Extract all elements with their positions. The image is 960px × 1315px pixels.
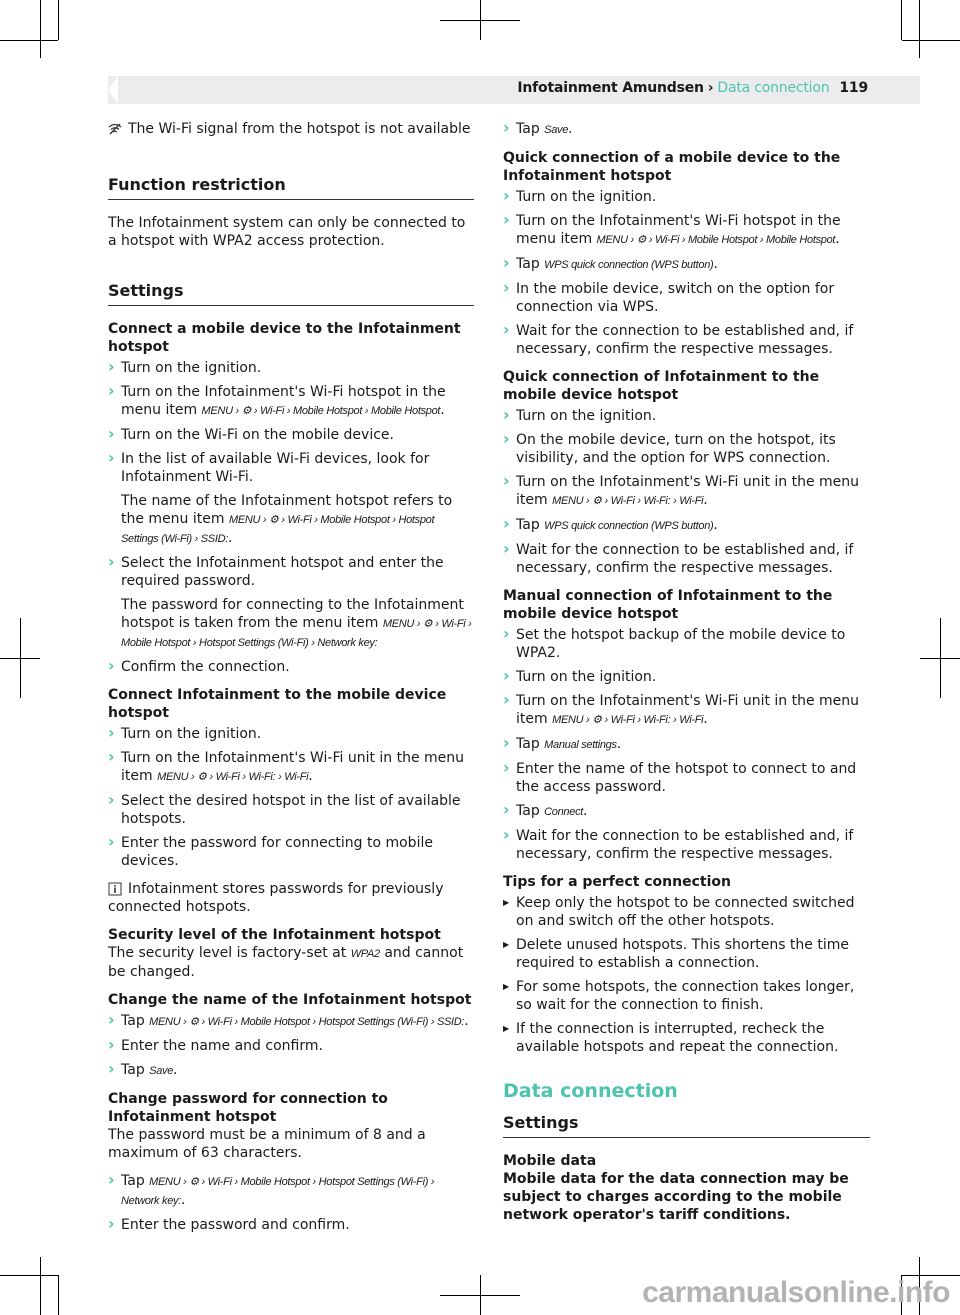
security-text: The security level is factory-set at WPA2 and cannot be changed. <box>108 945 464 980</box>
menu-path: MENU › ⚙ › Wi-Fi › Mobile Hotspot › Hotspot Settings (Wi-Fi) › SSID: <box>149 1016 465 1028</box>
subheading-manual: Manual connection of Infotainment to the mobile device hotspot <box>503 588 833 622</box>
tip-item: ▶ Delete unused hotspots. This shortens the time required to establish a connection. <box>503 936 870 972</box>
heading-function-restriction: Function restriction <box>108 176 474 200</box>
tip-item: ▶ For some hotspots, the connection takes longer, so wait for the connection to finish. <box>503 978 870 1014</box>
step: › Tap WPS quick connection (WPS button). <box>503 516 870 535</box>
step: › Turn on the Infotainment's Wi-Fi hotspot in the menu item MENU › ⚙ › Wi-Fi › Mobile Hotspot › Mobile Hotspot. <box>108 383 474 420</box>
info-icon <box>108 882 122 896</box>
menu-path: MENU › ⚙ › Wi-Fi › Mobile Hotspot › Hotspot Settings (Wi-Fi) › Network key: <box>121 1176 435 1207</box>
step-detail: The name of the Infotainment hotspot refers to the menu item MENU › ⚙ › Wi-Fi › Mobile Hotspot › Hotspot Settings (Wi-Fi) › SSID:. <box>121 493 453 546</box>
subheading-connect-infotainment: Connect Infotainment to the mobile device hotspot <box>108 687 447 721</box>
menu-value: Connect <box>544 806 584 818</box>
step: › Enter the name of the hotspot to connect to and the access password. <box>503 760 870 796</box>
security-value: WPA2 <box>350 948 380 960</box>
step: › Tap Manual settings. <box>503 735 870 754</box>
step: › In the list of available Wi-Fi devices, look for Infotainment Wi-Fi. <box>108 450 474 486</box>
password-text: The password must be a minimum of 8 and a maximum of 63 characters. <box>108 1127 426 1161</box>
page-header <box>517 80 868 96</box>
subheading-security: Security level of the Infotainment hotspot <box>108 927 441 943</box>
step: › On the mobile device, turn on the hotspot, its visibility, and the option for WPS connection. <box>503 431 870 467</box>
subheading-connect-mobile: Connect a mobile device to the Infotainment hotspot <box>108 321 461 355</box>
menu-value: Manual settings <box>544 739 617 751</box>
subheading-tips: Tips for a perfect connection <box>503 874 731 890</box>
step: › Select the Infotainment hotspot and enter the required password. <box>108 554 474 590</box>
menu-value: Save <box>149 1065 174 1077</box>
menu-value: WPS quick connection (WPS button) <box>544 259 714 271</box>
menu-path: MENU › ⚙ › Wi-Fi › Wi-Fi: › Wi-Fi <box>552 495 704 507</box>
subheading-change-password: Change password for connection to Infotainment hotspot <box>108 1091 388 1125</box>
menu-path: MENU › ⚙ › Wi-Fi › Mobile Hotspot › Hotspot Settings (Wi-Fi) › Network key: <box>121 618 472 649</box>
tip-item: ▶ Keep only the hotspot to be connected switched on and switch off the other hotspots. <box>503 894 870 930</box>
menu-path: MENU › ⚙ › Wi-Fi › Wi-Fi: › Wi-Fi <box>157 771 309 783</box>
menu-path: MENU › ⚙ › Wi-Fi › Wi-Fi: › Wi-Fi <box>552 714 704 726</box>
step: › Tap MENU › ⚙ › Wi-Fi › Mobile Hotspot › Hotspot Settings (Wi-Fi) › Network key:. <box>108 1172 474 1210</box>
mobile-data-text: Mobile data for the data connection may be subject to charges according to the mobile network operator's tariff conditions. <box>503 1171 849 1223</box>
heading-data-connection: Data connection <box>503 1080 678 1102</box>
menu-value: WPS quick connection (WPS button) <box>544 520 714 532</box>
step: › Set the hotspot backup of the mobile device to WPA2. <box>503 626 870 662</box>
step: › Turn on the Infotainment's Wi-Fi hotspot in the menu item MENU › ⚙ › Wi-Fi › Mobile Hotspot › Mobile Hotspot. <box>503 212 870 249</box>
info-note: Infotainment stores passwords for previously connected hotspots. <box>108 881 444 915</box>
chapter-title: Infotainment Amundsen <box>517 80 704 96</box>
heading-settings-right: Settings <box>503 1114 870 1138</box>
subheading-quick-infotainment: Quick connection of Infotainment to the mobile device hotspot <box>503 369 820 403</box>
subheading-mobile-data: Mobile data <box>503 1153 597 1169</box>
right-column <box>503 120 870 1224</box>
step: › Tap MENU › ⚙ › Wi-Fi › Mobile Hotspot › Hotspot Settings (Wi-Fi) › SSID:. <box>108 1012 474 1031</box>
step: › Confirm the connection. <box>108 658 474 676</box>
subheading-quick-mobile: Quick connection of a mobile device to the Infotainment hotspot <box>503 150 841 184</box>
page-number: 119 <box>839 80 868 96</box>
step: › Tap Connect. <box>503 802 870 821</box>
subheading-rename: Change the name of the Infotainment hotspot <box>108 992 472 1008</box>
step: › Turn on the Wi-Fi on the mobile device. <box>108 426 474 444</box>
step: › Enter the name and confirm. <box>108 1037 474 1055</box>
step: › In the mobile device, switch on the option for connection via WPS. <box>503 280 870 316</box>
step: › Select the desired hotspot in the list of available hotspots. <box>108 792 474 828</box>
left-column <box>108 120 474 1240</box>
step: › Tap WPS quick connection (WPS button). <box>503 255 870 274</box>
header-corner <box>108 76 118 104</box>
step: › Turn on the ignition. <box>108 725 474 743</box>
step: › Turn on the ignition. <box>503 668 870 686</box>
step: › Turn on the ignition. <box>503 407 870 425</box>
step: › Turn on the Infotainment's Wi-Fi unit in the menu item MENU › ⚙ › Wi-Fi › Wi-Fi: › Wi-Fi. <box>503 473 870 510</box>
step: › Wait for the connection to be established and, if necessary, confirm the respective messages. <box>503 827 870 863</box>
step: › Tap Save. <box>503 120 870 139</box>
step: › Turn on the ignition. <box>108 359 474 377</box>
step: › Enter the password for connecting to mobile devices. <box>108 834 474 870</box>
wifi-note: The Wi-Fi signal from the hotspot is not available <box>108 120 474 138</box>
heading-settings: Settings <box>108 282 474 306</box>
step: › Turn on the ignition. <box>503 188 870 206</box>
menu-path: MENU › ⚙ › Wi-Fi › Mobile Hotspot › Hotspot Settings (Wi-Fi) › SSID: <box>121 514 435 545</box>
step-detail: The password for connecting to the Infotainment hotspot is taken from the menu item MENU › ⚙ › Wi-Fi › Mobile Hotspot › Hotspot Settings (Wi-Fi) › Network key: <box>121 597 472 649</box>
tip-item: ▶ If the connection is interrupted, recheck the available hotspots and repeat the connection. <box>503 1020 870 1056</box>
section-title: Data connection <box>717 80 830 96</box>
step: › Wait for the connection to be established and, if necessary, confirm the respective messages. <box>503 322 870 358</box>
step: › Wait for the connection to be established and, if necessary, confirm the respective messages. <box>503 541 870 577</box>
step: › Turn on the Infotainment's Wi-Fi unit in the menu item MENU › ⚙ › Wi-Fi › Wi-Fi: › Wi-Fi. <box>503 692 870 729</box>
watermark: carmanualsonline.info <box>642 1276 950 1309</box>
menu-value: Save <box>544 124 569 136</box>
header-separator: › <box>707 80 714 96</box>
step: › Enter the password and confirm. <box>108 1216 474 1234</box>
menu-path: MENU › ⚙ › Wi-Fi › Mobile Hotspot › Mobile Hotspot <box>201 405 441 417</box>
function-restriction-text: The Infotainment system can only be connected to a hotspot with WPA2 access protection. <box>108 215 466 249</box>
step: › Tap Save. <box>108 1061 474 1080</box>
step: › Turn on the Infotainment's Wi-Fi unit in the menu item MENU › ⚙ › Wi-Fi › Wi-Fi: › Wi-Fi. <box>108 749 474 786</box>
menu-path: MENU › ⚙ › Wi-Fi › Mobile Hotspot › Mobile Hotspot <box>596 234 836 246</box>
wifi-off-icon <box>108 123 122 135</box>
